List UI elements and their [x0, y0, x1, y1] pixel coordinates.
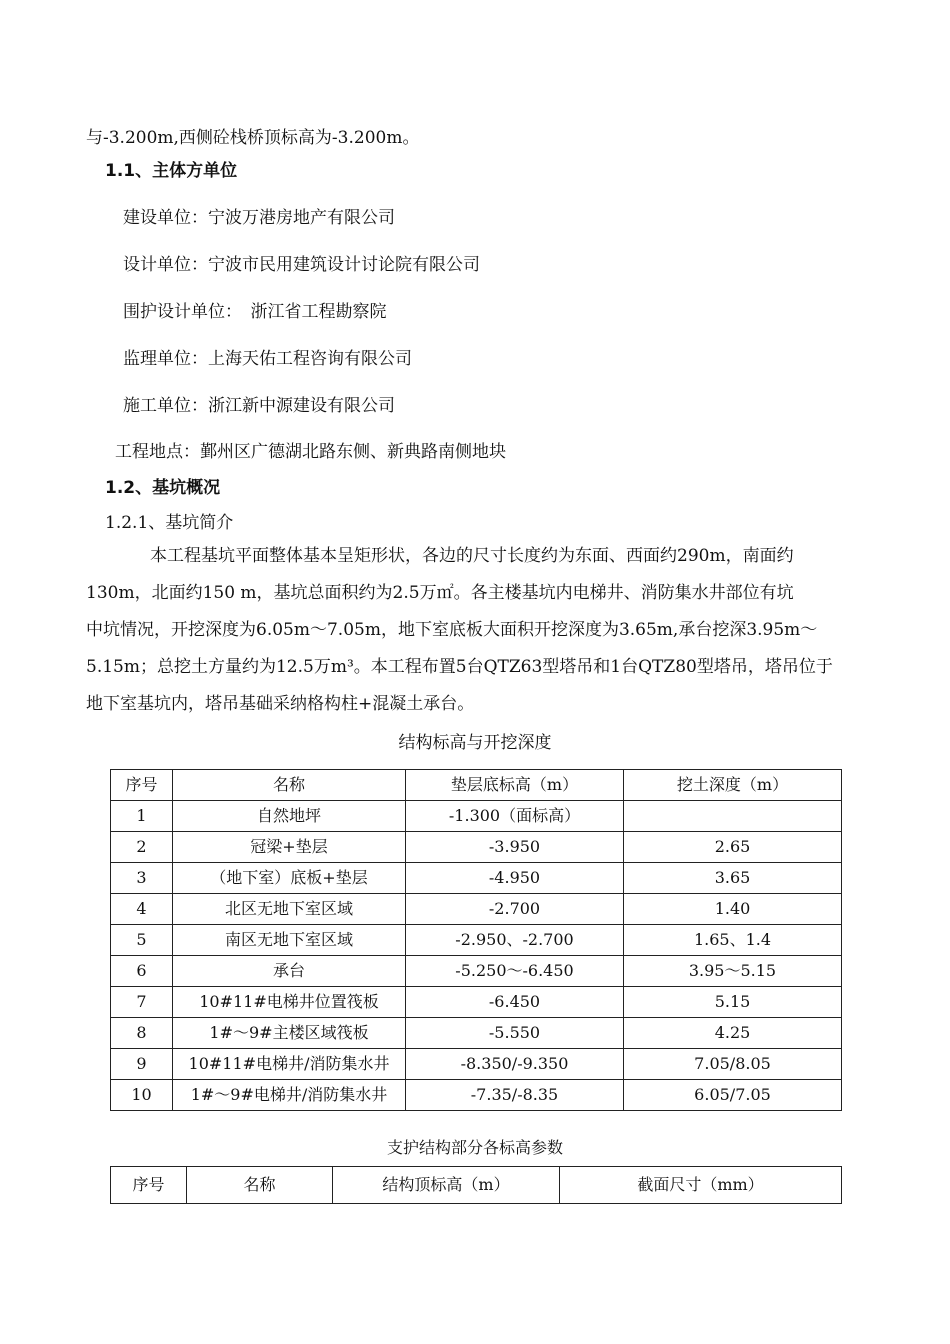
- table-cell: -4.950: [406, 863, 624, 894]
- table-cell: 1.65、1.4: [624, 925, 842, 956]
- table-row: [111, 832, 842, 863]
- section-heading-1-2: 1.2、基坑概况: [105, 478, 221, 498]
- table-cell: -2.950、-2.700: [406, 925, 624, 956]
- table-cell: 10#11#电梯井/消防集水井: [173, 1049, 406, 1080]
- unit-enclosure-design: 围护设计单位： 浙江省工程勘察院: [123, 302, 387, 322]
- table-cell: 10: [111, 1080, 173, 1111]
- header-cell: 截面尺寸（mm）: [560, 1167, 842, 1204]
- table-cell: 冠梁+垫层: [173, 832, 406, 863]
- table-cell: 1#～9#电梯井/消防集水井: [173, 1080, 406, 1111]
- table-row: [111, 894, 842, 925]
- header-cell: 名称: [173, 770, 406, 801]
- table-cell: 1.40: [624, 894, 842, 925]
- table-cell: 承台: [173, 956, 406, 987]
- table-cell: 2: [111, 832, 173, 863]
- header-cell: 名称: [187, 1167, 333, 1204]
- table-row: [111, 1049, 842, 1080]
- table-cell: 自然地坪: [173, 801, 406, 832]
- support-structure-table: [110, 1166, 842, 1204]
- table-cell: 北区无地下室区域: [173, 894, 406, 925]
- table-row: [111, 801, 842, 832]
- table-row: [111, 987, 842, 1018]
- table-cell: 1: [111, 801, 173, 832]
- table-cell: 3.65: [624, 863, 842, 894]
- header-cell: 结构顶标高（m）: [333, 1167, 560, 1204]
- project-location: 工程地点：鄞州区广德湖北路东侧、新典路南侧地块: [115, 442, 506, 462]
- table-cell: 10#11#电梯井位置筏板: [173, 987, 406, 1018]
- table-row: [111, 956, 842, 987]
- table-row: [111, 1018, 842, 1049]
- table-cell: 5.15: [624, 987, 842, 1018]
- paragraph-line-1: 本工程基坑平面整体基本呈矩形状，各边的尺寸长度约为东面、西面约290m，南面约: [150, 546, 794, 566]
- table-cell: -5.250～-6.450: [406, 956, 624, 987]
- unit-design: 设计单位：宁波市民用建筑设计讨论院有限公司: [123, 255, 480, 275]
- table-row: [111, 925, 842, 956]
- table-cell: -5.550: [406, 1018, 624, 1049]
- table-cell: 1#～9#主楼区域筏板: [173, 1018, 406, 1049]
- unit-contractor: 施工单位：浙江新中源建设有限公司: [123, 396, 395, 416]
- table-cell: -7.35/-8.35: [406, 1080, 624, 1111]
- table-cell: -1.300（面标高）: [406, 801, 624, 832]
- table-cell: 7.05/8.05: [624, 1049, 842, 1080]
- table-cell: 4.25: [624, 1018, 842, 1049]
- table1-caption: 结构标高与开挖深度: [398, 733, 552, 753]
- table-cell: -3.950: [406, 832, 624, 863]
- table-cell: 7: [111, 987, 173, 1018]
- table-cell: 8: [111, 1018, 173, 1049]
- header-cell: 垫层底标高（m）: [406, 770, 624, 801]
- paragraph-line-2: 130m，北面约150 m，基坑总面积约为2.5万㎡。各主楼基坑内电梯井、消防集水井部位有坑: [86, 583, 794, 603]
- paragraph-line-4: 5.15m；总挖土方量约为12.5万m³。本工程布置5台QTZ63型塔吊和1台QTZ80型塔吊，塔吊位于: [86, 657, 833, 677]
- table-cell: -2.700: [406, 894, 624, 925]
- table-cell: 3.95～5.15: [624, 956, 842, 987]
- unit-supervision: 监理单位：上海天佑工程咨询有限公司: [123, 349, 412, 369]
- table2-caption: 支护结构部分各标高参数: [386, 1138, 563, 1157]
- header-cell: 序号: [111, 770, 173, 801]
- table-cell: 南区无地下室区域: [173, 925, 406, 956]
- table-cell: （地下室）底板+垫层: [173, 863, 406, 894]
- table-cell: -8.350/-9.350: [406, 1049, 624, 1080]
- table-cell: -6.450: [406, 987, 624, 1018]
- table-row: [111, 1080, 842, 1111]
- table-cell: 9: [111, 1049, 173, 1080]
- table-cell: 5: [111, 925, 173, 956]
- table-cell: [624, 801, 842, 832]
- unit-construction: 建设单位：宁波万港房地产有限公司: [123, 208, 395, 228]
- table-cell: 4: [111, 894, 173, 925]
- paragraph-line-5: 地下室基坑内，塔吊基础采纳格构柱+混凝土承台。: [86, 694, 475, 714]
- section-heading-1-1: 1.1、主体方单位: [105, 161, 238, 181]
- header-cell: 序号: [111, 1167, 187, 1204]
- header-cell: 挖土深度（m）: [624, 770, 842, 801]
- table-cell: 6.05/7.05: [624, 1080, 842, 1111]
- elevation-depth-table: [110, 769, 842, 1111]
- table-row: [111, 863, 842, 894]
- table-cell: 6: [111, 956, 173, 987]
- table-header-row: [111, 770, 842, 801]
- table-header-row: [111, 1167, 842, 1204]
- intro-line: 与-3.200m,西侧砼栈桥顶标高为-3.200m。: [86, 128, 420, 148]
- section-heading-1-2-1: 1.2.1、基坑简介: [105, 513, 234, 533]
- table-cell: 2.65: [624, 832, 842, 863]
- table-cell: 3: [111, 863, 173, 894]
- paragraph-line-3: 中坑情况，开挖深度为6.05m～7.05m，地下室底板大面积开挖深度为3.65m,承台挖深3.95m～: [86, 620, 818, 640]
